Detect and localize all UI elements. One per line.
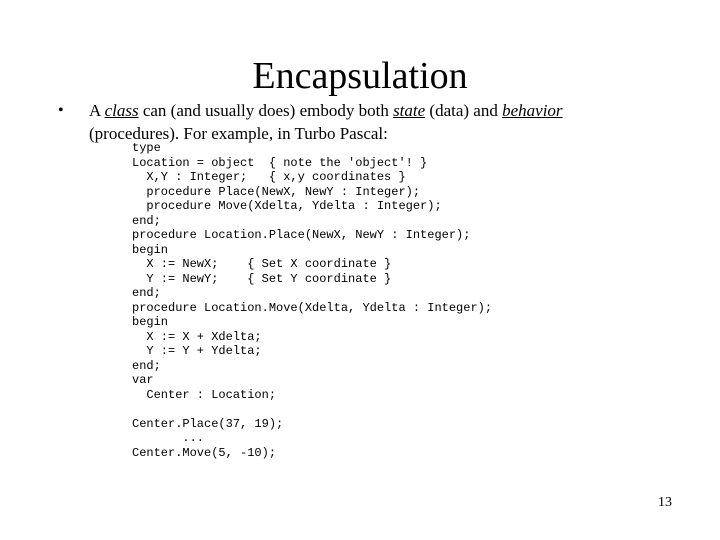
bullet-text-part: can (and usually does) embody both (138, 101, 394, 120)
code-line: Y := NewY; { Set Y coordinate } (132, 271, 392, 286)
code-line: end; (132, 213, 161, 228)
code-line: var (132, 373, 154, 387)
bullet-marker: • (58, 102, 64, 119)
code-line: procedure Location.Place(NewX, NewY : Integer); (132, 228, 471, 242)
bullet-text-part: (data) and (425, 101, 503, 120)
code-line: ... (132, 431, 205, 445)
code-line: end; (132, 358, 161, 373)
term-state: state (393, 101, 426, 120)
code-line: X,Y : Integer; { x,y coordinates } (132, 170, 406, 184)
code-line: begin (132, 242, 169, 257)
code-line: begin (132, 315, 169, 329)
slide-title: Encapsulation (252, 55, 468, 97)
bullet-text-part: (procedures). For example, in Turbo Pascal: (89, 124, 388, 143)
bullet-text (89, 99, 629, 145)
code-line: end; (132, 286, 161, 300)
code-line: X := X + Xdelta; (132, 329, 262, 344)
page-number: 13 (658, 495, 672, 510)
bullet-text-part: A (89, 101, 105, 120)
code-line: Location = object { note the 'object'! } (132, 155, 428, 170)
code-line: Center.Place(37, 19); (132, 416, 284, 431)
code-line: Center.Move(5, -10); (132, 445, 277, 460)
code-line: Y := Y + Ydelta; (132, 344, 262, 358)
code-line: X := NewX; { Set X coordinate } (132, 257, 392, 271)
term-behavior: behavior (502, 101, 563, 120)
code-line: Center : Location; (132, 387, 277, 402)
code-line: type (132, 141, 161, 155)
code-block (132, 141, 492, 460)
code-line: procedure Move(Xdelta, Ydelta : Integer); (132, 199, 442, 213)
code-line: procedure Location.Move(Xdelta, Ydelta : Integer); (132, 300, 493, 315)
code-line (132, 402, 492, 417)
term-class: class (104, 101, 139, 120)
code-line: procedure Place(NewX, NewY : Integer); (132, 184, 421, 199)
